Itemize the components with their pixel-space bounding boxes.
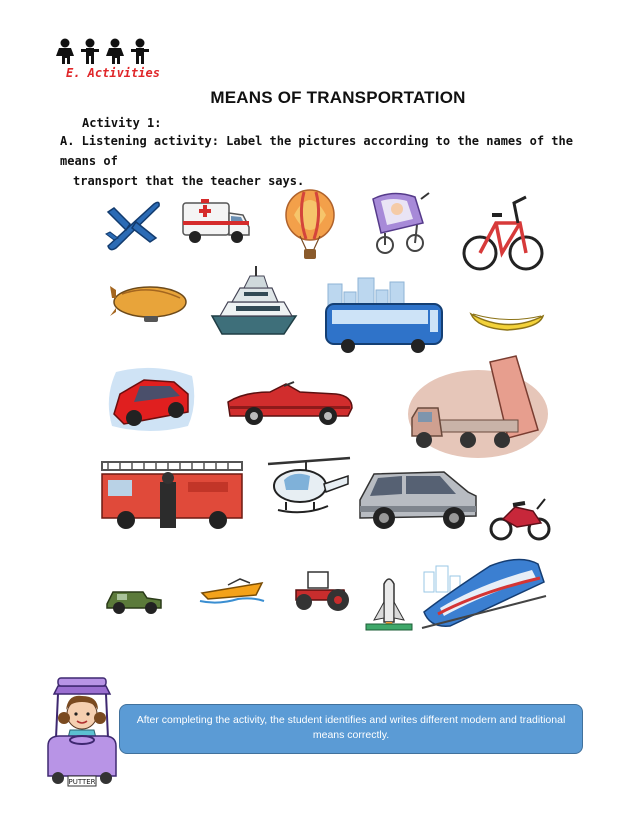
objective-note: After completing the activity, the student identifies and writes different modern and traditional means correctly. [119,704,583,754]
bus-icon [322,276,446,356]
speedboat-icon [198,575,268,609]
motorcycle-icon [489,489,551,543]
car-icon [104,364,198,434]
ambulance-icon [181,197,251,245]
activity-number: Activity 1: [82,116,162,130]
section-label: E. Activities [66,66,160,80]
suv-icon [356,464,480,532]
instruction-line-2: transport that the teacher says. [73,174,305,188]
children-icon [52,38,156,64]
girl-in-car-icon [44,674,120,792]
dump-truck-icon [398,352,548,462]
activity-instruction [60,131,580,191]
yacht-icon [208,264,300,340]
canoe-icon [469,310,545,332]
airplane-icon [104,198,162,250]
tractor-icon [288,568,356,612]
page-title: MEANS OF TRANSPORTATION [210,88,466,107]
fire-truck-icon [98,460,246,532]
space-shuttle-icon [362,572,416,632]
blimp-icon [108,284,188,326]
baby-stroller-icon [363,187,433,257]
bicycle-icon [462,191,544,279]
train-icon [420,556,548,636]
instruction-line-1: A. Listening activity: Label the pictures according to the names of the means of [60,134,573,168]
jeep-icon [103,586,165,616]
hot-air-balloon-icon [284,189,336,263]
helicopter-icon [264,454,354,526]
license-plate: PUTTER [68,778,96,786]
convertible-icon [224,378,356,426]
